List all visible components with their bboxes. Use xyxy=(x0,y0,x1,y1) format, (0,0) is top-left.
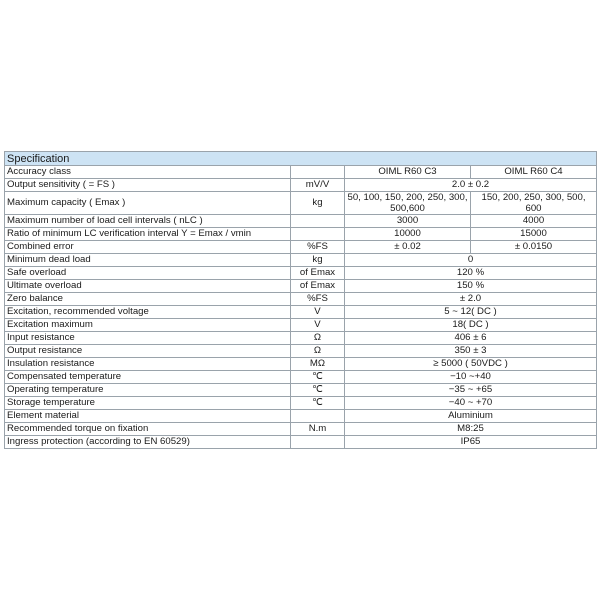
value-c4-cell: 15000 xyxy=(471,228,597,241)
table-row xyxy=(5,397,597,410)
table-row xyxy=(5,332,597,345)
table-row xyxy=(5,371,597,384)
value-c4-cell: 4000 xyxy=(471,215,597,228)
parameter-label: Storage temperature xyxy=(5,397,291,410)
value-c3-cell: 3000 xyxy=(345,215,471,228)
parameter-label: Maximum number of load cell intervals ( nLC ) xyxy=(5,215,291,228)
value-cell: 5 ~ 12( DC ) xyxy=(345,306,597,319)
unit-cell xyxy=(291,215,345,228)
value-cell: 350 ± 3 xyxy=(345,345,597,358)
parameter-label: Combined error xyxy=(5,241,291,254)
parameter-label: Ratio of minimum LC verification interval Y = Emax / vmin xyxy=(5,228,291,241)
value-cell: ≥ 5000 ( 50VDC ) xyxy=(345,358,597,371)
table-row xyxy=(5,192,597,215)
unit-cell: %FS xyxy=(291,241,345,254)
value-c3-cell: 10000 xyxy=(345,228,471,241)
value-c3-cell: 50, 100, 150, 200, 250, 300, 500,600 xyxy=(345,192,471,215)
unit-cell: kg xyxy=(291,192,345,215)
parameter-label: Accuracy class xyxy=(5,166,291,179)
value-cell: M8:25 xyxy=(345,423,597,436)
parameter-label: Element material xyxy=(5,410,291,423)
value-cell: 18( DC ) xyxy=(345,319,597,332)
unit-cell: ℃ xyxy=(291,371,345,384)
table-row xyxy=(5,384,597,397)
table-row xyxy=(5,179,597,192)
table-row xyxy=(5,241,597,254)
parameter-label: Ingress protection (according to EN 60529) xyxy=(5,436,291,449)
parameter-label: Ultimate overload xyxy=(5,280,291,293)
parameter-label: Output sensitivity ( = FS ) xyxy=(5,179,291,192)
unit-cell: MΩ xyxy=(291,358,345,371)
value-c3-cell: ± 0.02 xyxy=(345,241,471,254)
value-cell: ± 2.0 xyxy=(345,293,597,306)
table-row xyxy=(5,228,597,241)
table-row xyxy=(5,319,597,332)
unit-cell xyxy=(291,166,345,179)
unit-cell: ℃ xyxy=(291,397,345,410)
parameter-label: Maximum capacity ( Emax ) xyxy=(5,192,291,215)
value-c4-cell: ± 0.0150 xyxy=(471,241,597,254)
parameter-label: Input resistance xyxy=(5,332,291,345)
parameter-label: Output resistance xyxy=(5,345,291,358)
parameter-label: Recommended torque on fixation xyxy=(5,423,291,436)
unit-cell: V xyxy=(291,306,345,319)
value-cell: 150 % xyxy=(345,280,597,293)
unit-cell: kg xyxy=(291,254,345,267)
value-cell: IP65 xyxy=(345,436,597,449)
table-row xyxy=(5,293,597,306)
table-title: Specification xyxy=(5,152,597,166)
unit-cell: of Emax xyxy=(291,280,345,293)
unit-cell: of Emax xyxy=(291,267,345,280)
parameter-label: Safe overload xyxy=(5,267,291,280)
parameter-label: Insulation resistance xyxy=(5,358,291,371)
value-cell: 120 % xyxy=(345,267,597,280)
table-row xyxy=(5,254,597,267)
unit-cell xyxy=(291,410,345,423)
unit-cell xyxy=(291,228,345,241)
value-cell: −10 ~+40 xyxy=(345,371,597,384)
table-row xyxy=(5,423,597,436)
table-row xyxy=(5,436,597,449)
table-row xyxy=(5,267,597,280)
value-cell: 0 xyxy=(345,254,597,267)
unit-cell: ℃ xyxy=(291,384,345,397)
parameter-label: Zero balance xyxy=(5,293,291,306)
table-row xyxy=(5,306,597,319)
unit-cell xyxy=(291,436,345,449)
value-cell: 406 ± 6 xyxy=(345,332,597,345)
unit-cell: Ω xyxy=(291,332,345,345)
specification-table xyxy=(4,151,597,449)
table-header-row xyxy=(5,152,597,166)
parameter-label: Operating temperature xyxy=(5,384,291,397)
value-c4-cell: OIML R60 C4 xyxy=(471,166,597,179)
table-row xyxy=(5,280,597,293)
table-row xyxy=(5,215,597,228)
parameter-label: Compensated temperature xyxy=(5,371,291,384)
parameter-label: Minimum dead load xyxy=(5,254,291,267)
value-cell: 2.0 ± 0.2 xyxy=(345,179,597,192)
table-row xyxy=(5,345,597,358)
unit-cell: Ω xyxy=(291,345,345,358)
value-cell: −35 ~ +65 xyxy=(345,384,597,397)
parameter-label: Excitation maximum xyxy=(5,319,291,332)
value-c3-cell: OIML R60 C3 xyxy=(345,166,471,179)
unit-cell: mV/V xyxy=(291,179,345,192)
value-cell: −40 ~ +70 xyxy=(345,397,597,410)
unit-cell: N.m xyxy=(291,423,345,436)
value-c4-cell: 150, 200, 250, 300, 500, 600 xyxy=(471,192,597,215)
unit-cell: %FS xyxy=(291,293,345,306)
parameter-label: Excitation, recommended voltage xyxy=(5,306,291,319)
value-cell: Aluminium xyxy=(345,410,597,423)
table-row xyxy=(5,166,597,179)
unit-cell: V xyxy=(291,319,345,332)
table-row xyxy=(5,358,597,371)
table-row xyxy=(5,410,597,423)
